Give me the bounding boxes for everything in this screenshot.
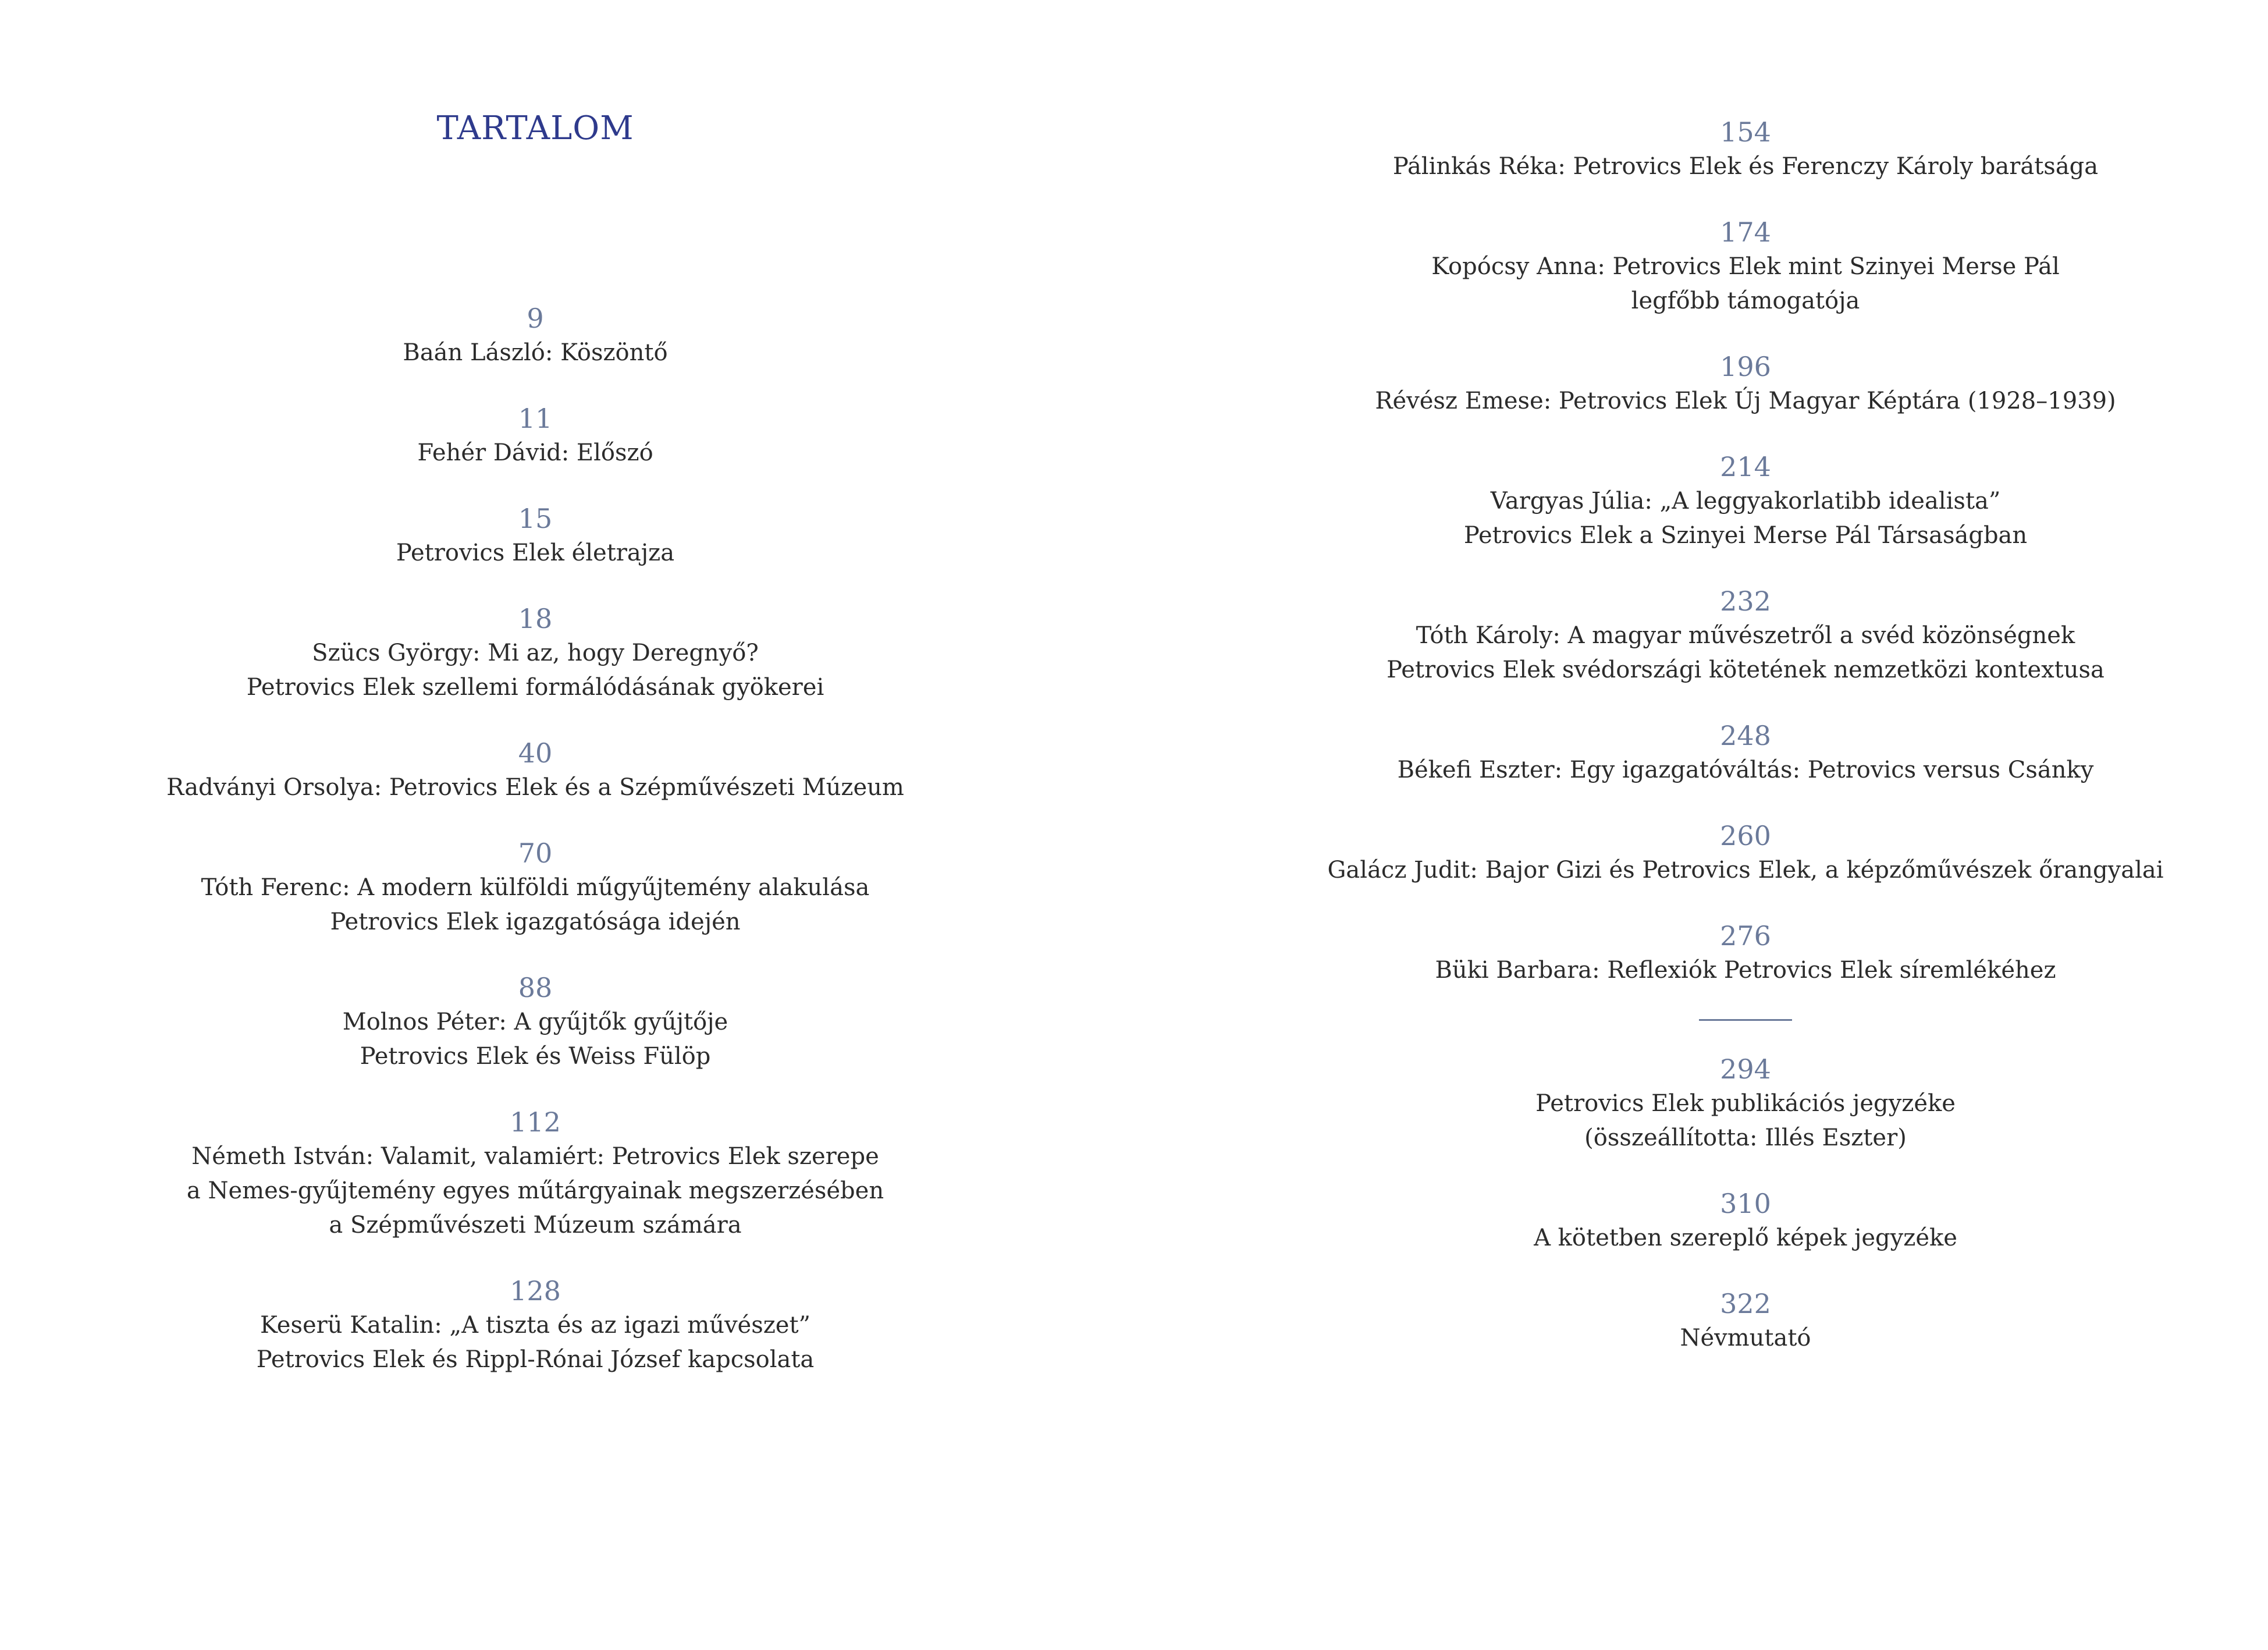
toc-entry-title (1210, 953, 2268, 988)
toc-entry-page-number: 154 (1720, 116, 1771, 148)
toc-entry-page-number: 310 (1720, 1188, 1771, 1219)
toc-entry-page-number: 128 (510, 1275, 561, 1307)
toc-entry-page-number: 260 (1720, 820, 1771, 851)
toc-entry (0, 602, 1071, 705)
toc-entry (1210, 1287, 2268, 1356)
toc-entry-page-number: 248 (1720, 720, 1771, 751)
toc-entry-title (1210, 250, 2268, 318)
toc-entry-page-number: 11 (518, 403, 553, 434)
left-toc-entries (0, 301, 1071, 1408)
toc-entry (0, 402, 1071, 470)
toc-entry-title-line: Petrovics Elek publikációs jegyzéke (1535, 1090, 1956, 1117)
toc-entry-page-number: 276 (1720, 920, 1771, 952)
toc-entry-title-line: Büki Barbara: Reflexiók Petrovics Elek síremlékéhez (1435, 957, 2056, 984)
toc-entry (0, 1105, 1071, 1243)
toc-entry-page-number: 112 (510, 1106, 561, 1138)
toc-entry-page-number: 174 (1720, 217, 1771, 248)
toc-entry-title (0, 871, 1071, 939)
toc-entry-page-number: 196 (1720, 351, 1771, 382)
toc-entry-title (1210, 1321, 2268, 1356)
toc-entry-page-number: 88 (518, 972, 553, 1003)
toc-entry-title-line: (összeállította: Illés Eszter) (1584, 1124, 1907, 1151)
toc-entry-page-number: 322 (1720, 1288, 1771, 1319)
toc-entry-title-line: Radványi Orsolya: Petrovics Elek és a Szépművészeti Múzeum (166, 774, 904, 801)
toc-entry-title-line: Tóth Ferenc: A modern külföldi műgyűjtemény alakulása (201, 874, 870, 901)
toc-entry-title (1210, 1221, 2268, 1255)
toc-entry-title-line: Németh István: Valamit, valamiért: Petrovics Elek szerepe (191, 1143, 879, 1170)
toc-entry (1210, 1187, 2268, 1255)
toc-entry-title-line: Petrovics Elek svédországi kötetének nemzetközi kontextusa (1387, 657, 2105, 683)
toc-entry-title-line: Vargyas Júlia: „A leggyakorlatibb idealista” (1490, 488, 2001, 514)
toc-entry (1210, 584, 2268, 687)
toc-entry-page-number: 18 (518, 603, 553, 634)
toc-entry (1210, 350, 2268, 418)
toc-entry-page-number: 232 (1720, 586, 1771, 617)
toc-entry-title-line: Petrovics Elek és Weiss Fülöp (360, 1043, 711, 1070)
toc-entry (1210, 450, 2268, 553)
toc-entry-title-line: legfőbb támogatója (1631, 288, 1860, 314)
toc-entry-page-number: 294 (1720, 1053, 1771, 1085)
toc-entry-page-number: 214 (1720, 451, 1771, 482)
toc-entry-title-line: Molnos Péter: A gyűjtők gyűjtője (342, 1009, 728, 1035)
toc-entry-title (1210, 753, 2268, 787)
toc-entry-title (1210, 853, 2268, 888)
toc-entry-title-line: Galácz Judit: Bajor Gizi és Petrovics Elek, a képzőművészek őrangyalai (1327, 857, 2164, 883)
toc-entry (1210, 719, 2268, 787)
toc-entry-title-line: Pálinkás Réka: Petrovics Elek és Ferenczy Károly barátsága (1392, 153, 2099, 180)
toc-entry (0, 736, 1071, 805)
toc-entry (1210, 215, 2268, 318)
toc-entry-title-line: Baán László: Köszöntő (403, 339, 668, 366)
toc-entry-title (1210, 1087, 2268, 1155)
left-page (0, 0, 1071, 1650)
toc-entry-page-number: 15 (518, 503, 553, 534)
toc-entry-title-line: Petrovics Elek szellemi formálódásának gyökerei (246, 674, 824, 701)
toc-entry-title-line: Kopócsy Anna: Petrovics Elek mint Szinyei Merse Pál (1431, 253, 2060, 280)
toc-entry-title (0, 771, 1071, 805)
toc-entry-title (1210, 484, 2268, 553)
toc-entry-title-line: Tóth Károly: A magyar művészetről a svéd közönségnek (1416, 622, 2075, 649)
toc-entry-title (0, 1005, 1071, 1074)
toc-entry-title-line: Petrovics Elek a Szinyei Merse Pál Társaságban (1463, 522, 2028, 549)
toc-entry-title (1210, 150, 2268, 184)
right-toc-entries (1210, 115, 2268, 1387)
toc-entry (0, 1274, 1071, 1377)
toc-entry (1210, 819, 2268, 888)
toc-entry-title (0, 336, 1071, 370)
toc-entry-title-line: Békefi Eszter: Egy igazgatóváltás: Petrovics versus Csánky (1397, 757, 2094, 783)
toc-entry-page-number: 70 (518, 838, 553, 869)
toc-entry-title-line: Névmutató (1680, 1325, 1811, 1351)
toc-entry-title-line: Petrovics Elek életrajza (396, 540, 675, 566)
section-divider (1699, 1019, 1792, 1021)
toc-entry-page-number: 40 (518, 737, 553, 769)
toc-entry-title (0, 1140, 1071, 1243)
toc-entry (0, 971, 1071, 1074)
toc-entry-title-line: Petrovics Elek igazgatósága idején (330, 909, 741, 935)
toc-entry-title (0, 636, 1071, 705)
toc-entry-page-number: 9 (527, 303, 544, 334)
right-toc-entries-appendix (1210, 1052, 2268, 1356)
toc-entry-title-line: Révész Emese: Petrovics Elek Új Magyar Képtára (1928–1939) (1375, 388, 2116, 414)
toc-entry-title (0, 436, 1071, 470)
toc-entry (0, 502, 1071, 570)
toc-entry (0, 301, 1071, 370)
right-page (1210, 0, 2268, 1650)
toc-entry-title (1210, 619, 2268, 687)
toc-entry (1210, 919, 2268, 988)
toc-entry-title-line: Szücs György: Mi az, hogy Deregnyő? (312, 640, 759, 666)
toc-entry (0, 836, 1071, 939)
toc-entry-title-line: A kötetben szereplő képek jegyzéke (1534, 1225, 1957, 1251)
toc-entry-title (1210, 384, 2268, 418)
toc-entry-title-line: Fehér Dávid: Előszó (417, 439, 653, 466)
right-toc-entries-main (1210, 115, 2268, 988)
toc-entry-title-line: Petrovics Elek és Rippl-Rónai József kapcsolata (256, 1346, 815, 1373)
toc-title: TARTALOM (436, 109, 634, 147)
toc-entry-title-line: Keserü Katalin: „A tiszta és az igazi művészet” (259, 1312, 811, 1339)
toc-entry-title (0, 1308, 1071, 1377)
toc-entry (1210, 1052, 2268, 1155)
toc-entry (1210, 115, 2268, 184)
toc-entry-title-line: a Nemes-gyűjtemény egyes műtárgyainak megszerzésében (186, 1177, 884, 1204)
toc-entry-title (0, 536, 1071, 570)
toc-entry-title-line: a Szépművészeti Múzeum számára (329, 1212, 742, 1239)
